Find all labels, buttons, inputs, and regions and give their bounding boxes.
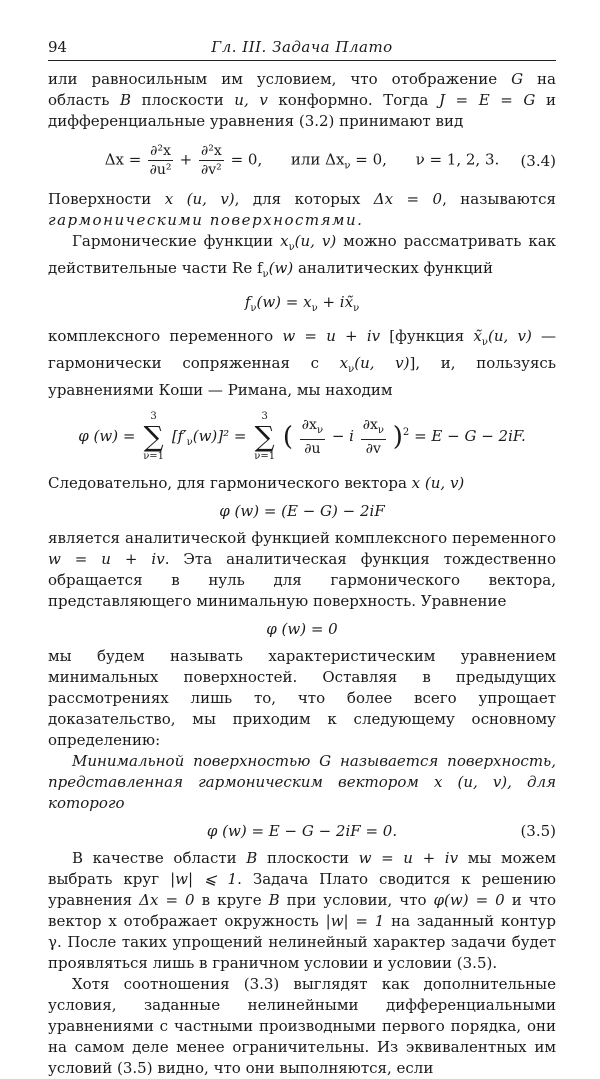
running-title: Гл. III. Задача Плато bbox=[211, 38, 393, 56]
equation-phi-3: φ (w) = 0 bbox=[266, 620, 338, 638]
paragraph: Поверхности x (u, v), для которых Δx = 0, называются гармоническими поверхностями. bbox=[48, 190, 556, 229]
paragraph: Гармонические функции $x_\nu(u$, v) можно рассматривать как действительные части Re $f_\nu(w)$ аналитических функций bbox=[48, 232, 557, 280]
paragraph: является аналитической функцией комплексного переменного w = u + iv. Эта аналитическая функция тождественно обращается в нуль для гармонического вектора, представляющего минимальную поверхность. Уравнение bbox=[48, 529, 556, 610]
definition: Минимальной поверхностью G называется поверхность, представленная гармоническим вектором x (u, v), для которого bbox=[48, 752, 557, 812]
paragraph: В качестве области B плоскости w = u + iv мы можем выбрать круг |w| ⩽ 1. Задача Плато сводится к решению уравнения Δx = 0 в круге B при условии, что φ(w) = 0 и что вектор x отображает окружность |w| = 1 на заданный контур γ. После таких упрощений нелинейный характер задачи будет проявляться лишь в граничном условии и условии (3.5). bbox=[48, 849, 556, 972]
paragraph: комплексного переменного w = u + iv [функция $x̃_\nu(u$, v) — гармонически сопряженная с $x_\nu(u$, v)], и, пользуясь уравнениями Коши — Римана, мы находим bbox=[48, 327, 556, 399]
paragraph: Следовательно, для гармонического вектора x (u, v) bbox=[48, 474, 465, 492]
equation-phi: φ (w) = 3 ∑ ν=1 $[f'_\nu(w)]^2$ = 3 ∑ ν=1 ( $\frac{\partial x_\nu}{\partial u}$ − i $\frac{\partial x_\nu}{\partial v}$ )$^2$ = E − G − 2iF. bbox=[78, 411, 526, 462]
page-number: 94 bbox=[48, 38, 68, 56]
paragraph: или равносильным им условием, что отображение G на область B плоскости u, v конформно. Тогда J = E = G и дифференциальные уравнения (3.2) принимают вид bbox=[48, 70, 557, 130]
equation-label: (3.5) bbox=[520, 822, 556, 840]
running-header bbox=[48, 34, 556, 61]
equation-label: (3.4) bbox=[520, 151, 556, 170]
paragraph: мы будем называть характеристическим уравнением минимальных поверхностей. Оставляя в предыдущих рассмотрениях лишь то, что более всего упрощает доказательство, мы приходим к следующему основному определению: bbox=[48, 647, 556, 749]
equation-phi-2: φ (w) = (E − G) − 2iF bbox=[219, 502, 385, 520]
equation-f-nu: $f_\nu(w) = x_\nu$ + $ix̃_\nu$ bbox=[244, 293, 360, 314]
equation-3-4: Δx = $\frac{\text{∂²x}}{\text{∂u²}}$ + $\frac{\text{∂²x}}{\text{∂v²}}$ = 0, или $\Delta x_\nu = 0$, ν = 1, 2, 3. (3.4) bbox=[104, 143, 556, 178]
term-definition: гармоническими поверхностями. bbox=[48, 211, 364, 229]
paragraph: Хотя соотношения (3.3) выглядят как дополнительные условия, заданные нелинейными дифференциальными уравнениями с частными производными первого порядка, они на самом деле менее ограничительны. Из эквивалентных им условий (3.5) видно, что они выполняются, если bbox=[48, 975, 556, 1077]
equation-3-5: φ (w) = E − G − 2iF = 0. (3.5) bbox=[206, 822, 556, 840]
page bbox=[48, 34, 556, 1079]
